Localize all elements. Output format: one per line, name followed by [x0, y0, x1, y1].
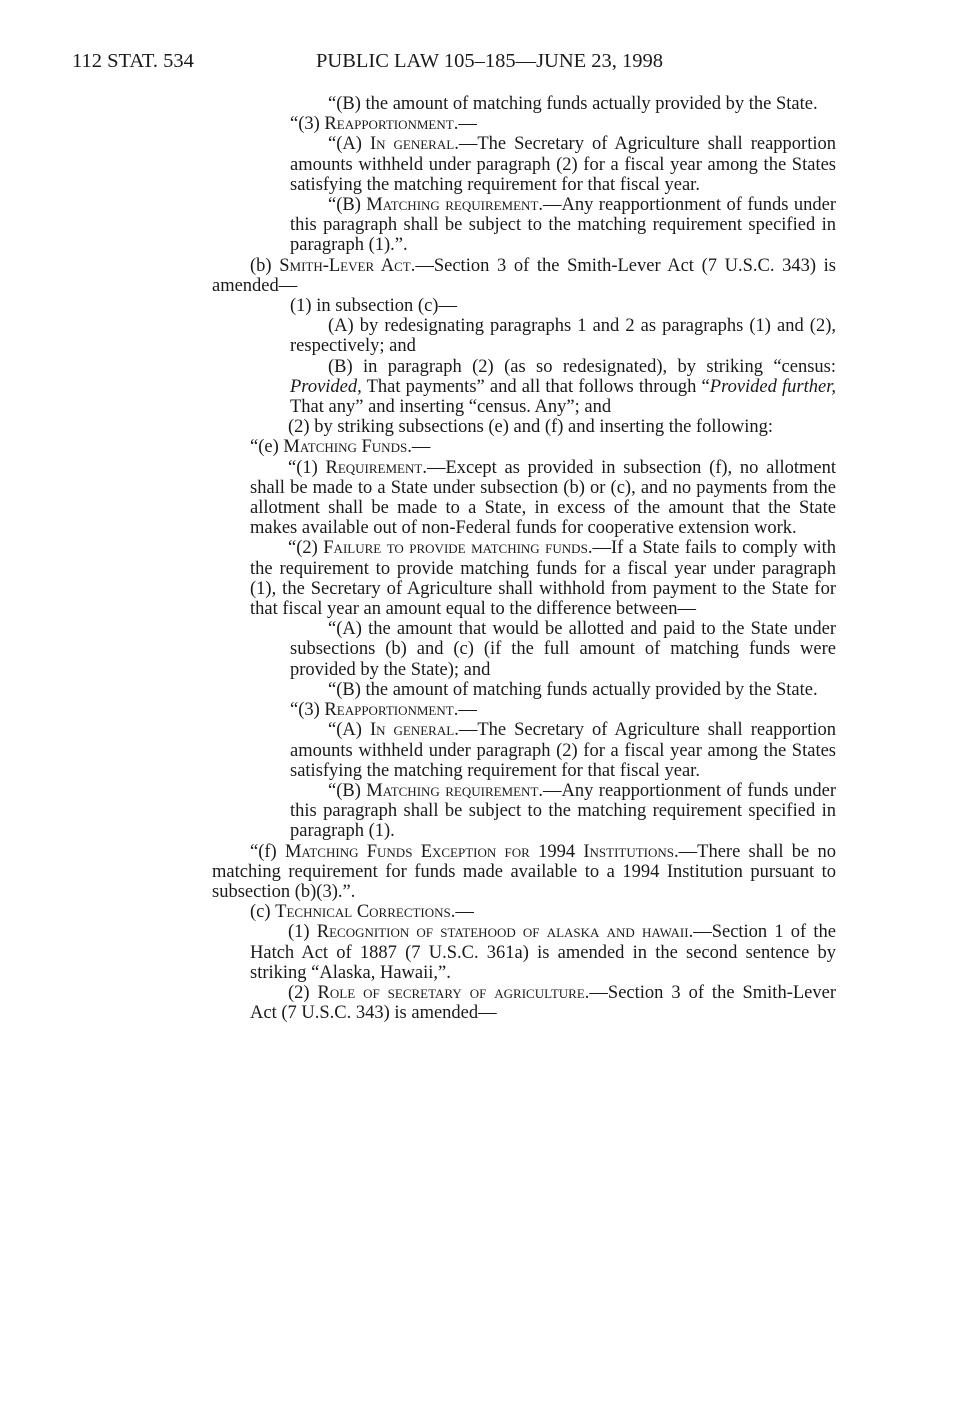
section-heading: Matching Funds — [283, 437, 408, 458]
section-heading: Failure to provide matching funds — [323, 538, 588, 559]
paragraph-p6 — [212, 296, 836, 316]
text-run: “(1) — [288, 457, 326, 478]
text-run: .—Except as provided in subsection (f), no allotment shall be made to a State under subsection (b) or (c), and no payments from the allotment shall be made to a State, in excess of the amount that the State makes available out of non-Federal funds for cooperative extension work. — [250, 457, 836, 539]
text-run: That payments” and all that follows through “ — [361, 376, 710, 397]
section-heading: Matching requirement — [366, 195, 539, 216]
text-run: .— — [453, 114, 477, 135]
emphasized-text: Provided, — [290, 376, 362, 397]
section-heading: Matching requirement — [366, 780, 539, 801]
text-run: “(A) — [328, 134, 370, 155]
text-run: “(A) — [328, 720, 370, 741]
paragraph-p4 — [212, 195, 836, 256]
text-run: .—If a State fails to comply with the requirement to provide matching funds for a fiscal year under paragraph (1), the Secretary of Agriculture shall withhold from payment to the State for that fiscal year an amount equal to the difference between— — [250, 538, 836, 620]
text-run: .—The Secretary of Agriculture shall reapportion amounts withheld under paragraph (2) for a fiscal year among the States satisfying the matching requirement for that fiscal year. — [290, 720, 836, 781]
stat-page-number: 112 STAT. 534 — [72, 50, 194, 72]
text-run: (c) — [250, 902, 276, 923]
paragraph-p20 — [212, 922, 836, 983]
running-title: PUBLIC LAW 105–185—JUNE 23, 1998 — [316, 50, 664, 72]
text-run: .— — [450, 902, 474, 923]
paragraph-p8 — [212, 357, 836, 418]
text-run: (b) — [250, 255, 280, 276]
text-run: (1) — [288, 922, 317, 943]
section-heading: Recognition of statehood of alaska and hawaii — [316, 922, 689, 943]
page-header — [72, 48, 852, 74]
paragraph-p10 — [212, 437, 836, 457]
text-run: “(2) — [288, 538, 324, 559]
section-heading: In general — [369, 720, 455, 741]
text-run: (1) in subsection (c)— — [290, 296, 457, 317]
section-heading: Reapportionment — [324, 114, 454, 135]
text-run: “(B) — [328, 195, 367, 216]
paragraph-p2 — [212, 114, 836, 134]
section-heading: Reapportionment — [324, 700, 454, 721]
paragraph-p3 — [212, 134, 836, 195]
text-run: .—Section 3 of the Smith-Lever Act (7 U.S.C. 343) is amended— — [250, 982, 836, 1024]
paragraph-p17 — [212, 781, 836, 842]
text-run: (B) in paragraph (2) (as so redesignated), by striking “census: — [328, 356, 836, 377]
text-run: .—Any reapportionment of funds under this paragraph shall be subject to the matching requirement specified in paragraph (1). — [290, 780, 836, 842]
paragraph-p18 — [212, 842, 836, 903]
text-run: .—Any reapportionment of funds under this paragraph shall be subject to the matching requirement specified in paragraph (1).”. — [290, 195, 836, 256]
body-text — [212, 94, 836, 1023]
text-run: “(3) — [290, 114, 325, 135]
paragraph-p1 — [212, 94, 836, 114]
paragraph-p13 — [212, 619, 836, 680]
emphasized-text: Provided further, — [709, 376, 836, 397]
text-run: “(B) the amount of matching funds actually provided by the State. — [328, 94, 818, 114]
paragraph-p15 — [212, 700, 836, 720]
paragraph-p12 — [212, 538, 836, 619]
text-run: That any” and inserting “census. Any”; and — [290, 397, 612, 418]
paragraph-p14 — [212, 680, 836, 700]
text-run: “(A) the amount that would be allotted and paid to the State under subsections (b) and (c) (if the full amount of matching funds were provided by the State); and — [290, 619, 836, 680]
section-heading: Smith-Lever Act — [279, 255, 411, 276]
paragraph-p9 — [212, 417, 836, 437]
section-heading: Role of secretary of agriculture — [317, 982, 585, 1003]
section-heading: Matching Funds Exception for 1994 Institutions — [284, 841, 675, 862]
text-run: “(3) — [290, 700, 325, 721]
text-run: .—Section 1 of the Hatch Act of 1887 (7 U.S.C. 361a) is amended in the second sentence by striking “Alaska, Hawaii,”. — [250, 922, 836, 983]
text-run: (2) by striking subsections (e) and (f) and inserting the following: — [288, 417, 774, 438]
text-run: .— — [407, 437, 431, 458]
text-run: .—There shall be no matching requirement for funds made available to a 1994 Institution pursuant to subsection (b)(3).”. — [212, 841, 836, 902]
text-run: (2) — [288, 982, 318, 1003]
text-run: .—The Secretary of Agriculture shall reapportion amounts withheld under paragraph (2) for a fiscal year among the States satisfying the matching requirement for that fiscal year. — [290, 134, 836, 195]
text-run: “(B) the amount of matching funds actually provided by the State. — [328, 679, 818, 700]
paragraph-p16 — [212, 720, 836, 781]
text-run: “(f) — [250, 841, 285, 862]
text-run: “(B) — [328, 780, 367, 801]
section-heading: In general — [369, 134, 455, 155]
text-run: (A) by redesignating paragraphs 1 and 2 as paragraphs (1) and (2), respectively; and — [290, 316, 836, 357]
text-run: .— — [453, 700, 477, 721]
text-run: “(e) — [250, 437, 284, 458]
paragraph-p5 — [212, 256, 836, 296]
paragraph-p19 — [212, 902, 836, 922]
section-heading: Requirement — [325, 457, 423, 478]
paragraph-p21 — [212, 983, 836, 1023]
paragraph-p11 — [212, 458, 836, 539]
paragraph-p7 — [212, 316, 836, 356]
text-run: .—Section 3 of the Smith-Lever Act (7 U.S.C. 343) is amended— — [212, 255, 837, 296]
section-heading: Technical Corrections — [275, 902, 451, 923]
